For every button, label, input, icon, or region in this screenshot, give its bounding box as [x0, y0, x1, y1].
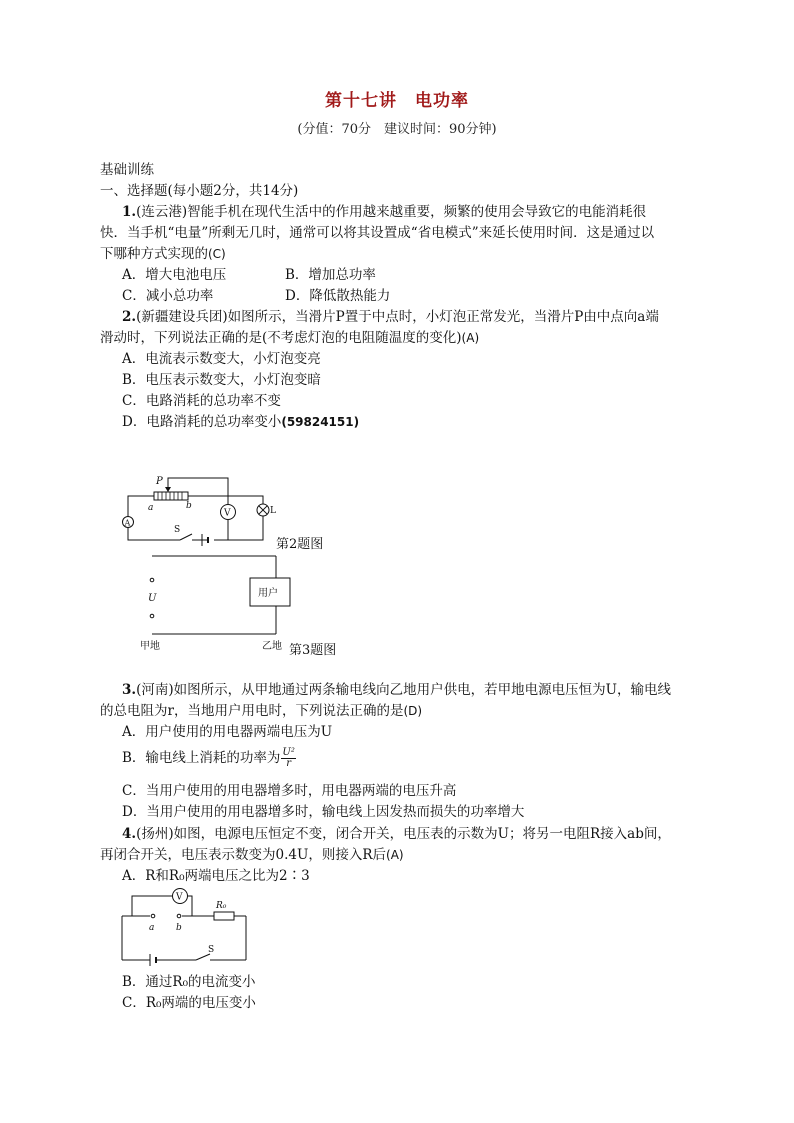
- q3-fig-label-yi: 乙地: [262, 641, 282, 652]
- q1-answer: (C): [208, 247, 226, 261]
- q4-circuit-diagram: [122, 886, 252, 966]
- q4-line2: [100, 845, 404, 866]
- q3-option-b-denominator: r: [286, 758, 292, 769]
- q2-option-a: A．电流表示数变大，小灯泡变亮: [122, 351, 321, 367]
- q4-fig-label-switch: S: [208, 945, 215, 955]
- q2-fig-label-b: b: [186, 501, 192, 511]
- q1-line2: 快．当手机“电量”所剩无几时，通常可以将其设置成“省电模式”来延长使用时间．这是通过以: [100, 225, 655, 241]
- q4-line1: [122, 824, 671, 845]
- q4-option-a: A．R和R₀两端电压之比为2∶3: [122, 868, 310, 884]
- q2-number: 2.: [122, 309, 137, 325]
- q3-number: 3.: [122, 682, 137, 698]
- q3-option-b-fraction: [281, 748, 295, 769]
- q1-number: 1.: [122, 204, 137, 220]
- q2-fig-label-ammeter: A: [124, 518, 131, 528]
- q4-option-b: B．通过R₀的电流变小: [122, 974, 256, 990]
- q3-option-d: D．当用户使用的用电器增多时，输电线上因发热而损失的功率增大: [122, 804, 525, 820]
- q4-fig-label-voltmeter: V: [176, 892, 183, 903]
- q3-fig-label-u: U: [148, 593, 157, 604]
- q2-figure-caption: 第2题图: [276, 537, 324, 552]
- q3-figure-caption: 第3题图: [289, 643, 337, 658]
- q2-text-1: (新疆建设兵团)如图所示，当滑片P置于中点时，小灯泡正常发光，当滑片P由中点向a端: [136, 309, 659, 325]
- q2-fig-label-p: P: [156, 476, 163, 487]
- q3-answer: (D): [403, 704, 423, 718]
- q3-line1: [122, 680, 671, 701]
- q2-option-d-text: D．电路消耗的总功率变小: [122, 414, 282, 430]
- page-title: 第十七讲 电功率: [325, 91, 469, 111]
- q3-text-2: 的总电阻为r，当地用户用电时，下列说法正确的是: [100, 703, 404, 719]
- q2-line2: [100, 328, 479, 349]
- q2-answer: (A): [461, 331, 480, 345]
- q3-line2: [100, 701, 422, 722]
- q2-option-d-code: (59824151): [281, 415, 360, 429]
- q3-option-b-numerator: U²: [282, 747, 295, 758]
- q1-option-b: B．增加总功率: [285, 267, 376, 283]
- q1-text-1: (连云港)智能手机在现代生活中的作用越来越重要，频繁的使用会导致它的电能消耗很: [136, 204, 647, 220]
- q4-option-c: C．R₀两端的电压变小: [122, 995, 256, 1011]
- q2-line1: [122, 307, 659, 328]
- section-part: 一、选择题(每小题2分，共14分): [100, 183, 299, 199]
- q1-option-c: C．减小总功率: [122, 288, 214, 304]
- q4-answer: (A): [386, 848, 404, 862]
- q1-line1: [122, 202, 646, 223]
- q3-option-b: [122, 748, 296, 769]
- q2-fig-label-a: a: [148, 503, 154, 513]
- q2-option-d: [122, 412, 359, 433]
- q2-fig-label-voltmeter: V: [224, 508, 231, 519]
- q2-fig-label-lamp: L: [270, 506, 276, 516]
- q4-fig-label-b: b: [176, 923, 182, 933]
- q3-option-a: A．用户使用的用电器两端电压为U: [122, 724, 333, 740]
- q2-circuit-diagram: [118, 470, 278, 550]
- q3-option-c: C．当用户使用的用电器增多时，用电器两端的电压升高: [122, 783, 457, 799]
- q4-number: 4.: [122, 826, 137, 842]
- page-subtitle: (分值：70分 建议时间：90分钟): [297, 122, 497, 137]
- q3-fig-label-jia: 甲地: [140, 641, 160, 652]
- q2-option-c: C．电路消耗的总功率不变: [122, 393, 281, 409]
- q3-option-b-text: B．输电线上消耗的功率为: [122, 750, 281, 766]
- q4-fig-label-r0: R₀: [216, 901, 227, 911]
- q4-text-1: (扬州)如图，电源电压恒定不变，闭合开关，电压表的示数为U；将另一电阻R接入ab间，: [136, 826, 671, 842]
- q3-text-1: (河南)如图所示，从甲地通过两条输电线向乙地用户供电，若甲地电源电压恒为U，输电线: [136, 682, 672, 698]
- q2-fig-label-switch: S: [174, 525, 181, 535]
- q4-text-2: 再闭合开关，电压表示数变为0.4U，则接入R后: [100, 847, 387, 863]
- section-name: 基础训练: [100, 162, 154, 178]
- q2-option-b: B．电压表示数变大，小灯泡变暗: [122, 372, 321, 388]
- q1-line3: [100, 244, 226, 265]
- q4-fig-label-a: a: [149, 923, 155, 933]
- q1-text-3: 下哪种方式实现的: [100, 246, 208, 262]
- q1-option-d: D．降低散热能力: [285, 288, 391, 304]
- q2-text-2: 滑动时，下列说法正确的是(不考虑灯泡的电阻随温度的变化): [100, 330, 462, 346]
- q3-transmission-diagram: [140, 550, 290, 650]
- q1-option-a: A．增大电池电压: [122, 267, 227, 283]
- q3-fig-label-user: 用户: [258, 588, 278, 599]
